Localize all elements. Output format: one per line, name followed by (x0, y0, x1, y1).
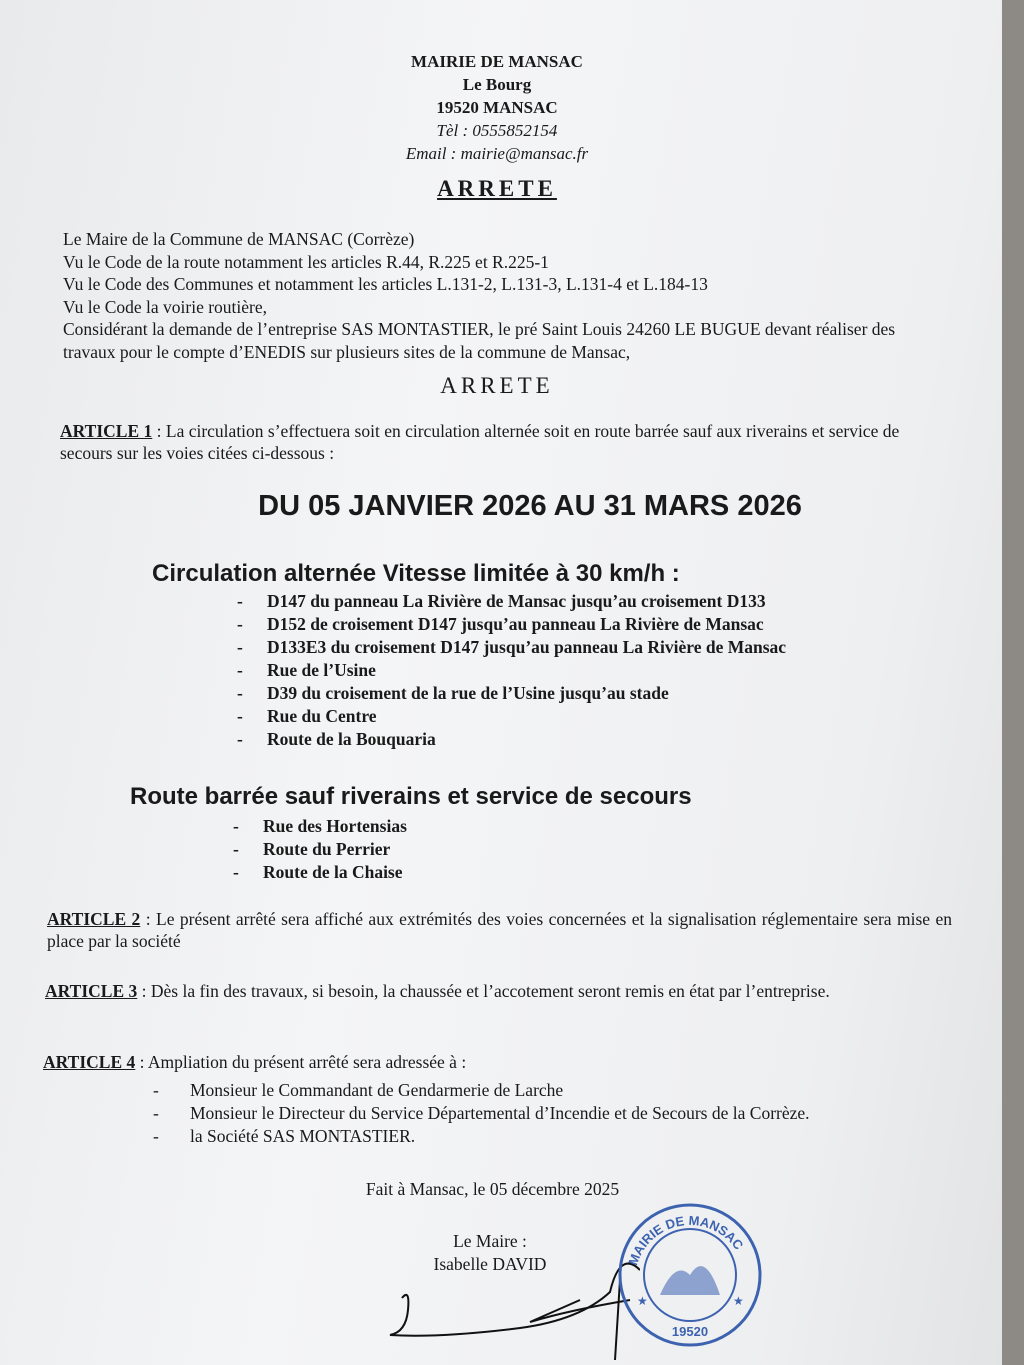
svg-text:MAIRIE DE MANSAC: MAIRIE DE MANSAC (625, 1212, 747, 1268)
list-item (153, 1102, 810, 1125)
bullet-dash: - (237, 660, 243, 680)
bullet-dash: - (237, 706, 243, 726)
road: D152 de croisement D147 jusqu’au panneau La Rivière de Mansac (267, 614, 764, 634)
road: D147 du panneau La Rivière de Mansac jusqu’au croisement D133 (267, 591, 766, 611)
signatory-name: Isabelle DAVID (433, 1254, 547, 1274)
recipients-list (153, 1079, 810, 1148)
address-line-1: Le Bourg (462, 75, 532, 94)
recipient: la Société SAS MONTASTIER. (190, 1126, 416, 1146)
article-text: : La circulation s’effectuera soit en circulation alternée soit en route barrée sauf aux riverains et service de secours sur les voies citées ci-dessous : (60, 421, 900, 463)
closed-roads-list (233, 815, 407, 884)
road: Rue du Centre (267, 706, 377, 726)
svg-text:19520: 19520 (671, 1324, 709, 1339)
list-item (237, 728, 786, 751)
article-label: ARTICLE 2 (47, 909, 141, 929)
bullet-dash: - (237, 683, 243, 703)
article-3 (45, 980, 953, 1002)
document-title: ARRETE (437, 176, 557, 201)
bullet-dash: - (233, 839, 239, 859)
bullet-dash: - (153, 1126, 159, 1146)
article-4 (43, 1051, 953, 1073)
period-heading: DU 05 JANVIER 2026 AU 31 MARS 2026 (258, 490, 802, 522)
letterhead (300, 50, 694, 165)
article-label: ARTICLE 4 (43, 1052, 136, 1072)
preamble-line: Vu le Code la voirie routière, (63, 296, 268, 317)
road: D39 du croisement de la rue de l’Usine jusqu’au stade (267, 683, 669, 703)
svg-text:★: ★ (733, 1294, 744, 1308)
road: Rue des Hortensias (263, 816, 407, 836)
article-2 (47, 908, 952, 952)
recipient: Monsieur le Commandant de Gendarmerie de Larche (190, 1080, 564, 1100)
article-text: : Ampliation du présent arrêté sera adressée à : (135, 1052, 467, 1072)
article-text: : Le présent arrêté sera affiché aux extrémités des voies concernées et la signalisation réglementaire sera mise en place par la société (47, 909, 952, 951)
preamble-line: Vu le Code des Communes et notamment les articles L.131-2, L.131-3, L.131-4 et L.184-13 (63, 274, 708, 294)
list-item (237, 636, 786, 659)
road: Rue de l’Usine (267, 660, 376, 680)
article-text: : Dès la fin des travaux, si besoin, la chaussée et l’accotement seront remis en état par l’entreprise. (137, 981, 830, 1001)
alternate-roads-list (237, 590, 786, 751)
list-item (233, 838, 407, 861)
place-date: Fait à Mansac, le 05 décembre 2025 (365, 1179, 620, 1199)
closed-heading: Route barrée sauf riverains et service de secours (130, 783, 692, 810)
list-item (153, 1079, 810, 1102)
bullet-dash: - (237, 729, 243, 749)
bullet-dash: - (233, 862, 239, 882)
list-item (237, 613, 786, 636)
preamble-line: Vu le Code de la route notamment les articles R.44, R.225 et R.225-1 (63, 251, 549, 272)
list-item (237, 590, 786, 613)
preamble (63, 228, 943, 363)
svg-text:★: ★ (637, 1294, 648, 1308)
email: Email : mairie@mansac.fr (405, 144, 589, 163)
article-1 (60, 420, 945, 464)
preamble-line: Le Maire de la Commune de MANSAC (Corrèze) (63, 229, 415, 249)
road: Route de la Chaise (263, 862, 403, 882)
list-item (233, 861, 407, 884)
handwritten-signature (380, 1240, 640, 1360)
alternate-heading: Circulation alternée Vitesse limitée à 30 km/h : (152, 560, 680, 587)
article-label: ARTICLE 3 (45, 981, 138, 1001)
list-item (233, 815, 407, 838)
recipient: Monsieur le Directeur du Service Départemental d’Incendie et de Secours de la Corrèze. (190, 1103, 810, 1123)
road: Route de la Bouquaria (267, 729, 436, 749)
phone: Tèl : 0555852154 (436, 121, 558, 140)
decision-title: ARRETE (440, 373, 554, 398)
mairie-stamp (615, 1200, 765, 1350)
bullet-dash: - (237, 614, 243, 634)
bullet-dash: - (153, 1103, 159, 1123)
list-item (237, 682, 786, 705)
bullet-dash: - (237, 637, 243, 657)
org-name: MAIRIE DE MANSAC (411, 52, 583, 71)
road: D133E3 du croisement D147 jusqu’au panneau La Rivière de Mansac (267, 637, 787, 657)
list-item (237, 659, 786, 682)
list-item (237, 705, 786, 728)
preamble-line: Considérant la demande de l’entreprise SAS MONTASTIER, le pré Saint Louis 24260 LE BUGUE devant réaliser des travaux pour le compte d’ENEDIS sur plusieurs sites de la commune de Mansac, (63, 319, 896, 362)
bullet-dash: - (153, 1080, 159, 1100)
bullet-dash: - (233, 816, 239, 836)
list-item (153, 1125, 810, 1148)
bullet-dash: - (237, 591, 243, 611)
address-line-2: 19520 MANSAC (436, 98, 558, 117)
article-label: ARTICLE 1 (60, 421, 153, 441)
road: Route du Perrier (263, 839, 391, 859)
signatory-role: Le Maire : (453, 1231, 527, 1251)
